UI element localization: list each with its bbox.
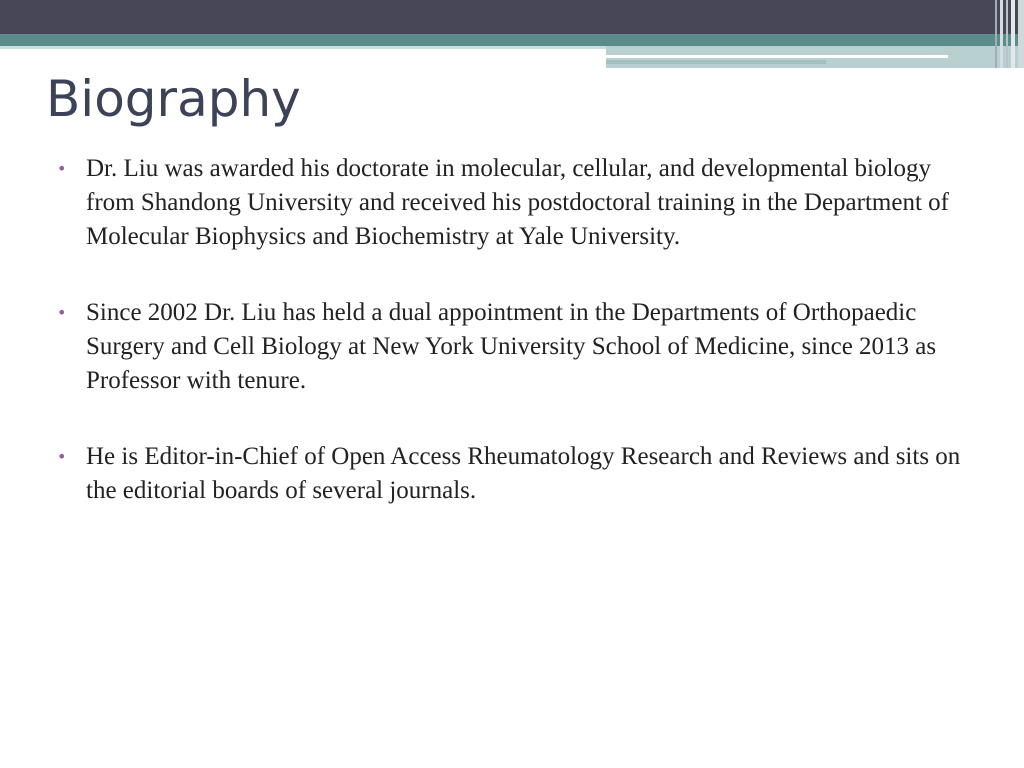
vertical-stripe: [1011, 0, 1015, 68]
bullet-text: Dr. Liu was awarded his doctorate in molecular, cellular, and developmental biology from Shandong University and received his postdoctoral training in the Department of Molecular Biophysics and Biochemistry at Yale University.: [86, 155, 949, 250]
header-band-teal: [0, 34, 1024, 46]
header-accent-stripe-teal: [606, 60, 826, 64]
vertical-stripe: [1018, 0, 1024, 68]
vertical-stripe: [1006, 0, 1008, 68]
bullet-text: Since 2002 Dr. Liu has held a dual appointment in the Departments of Orthopaedic Surgery and Cell Biology at New York University School of Medicine, since 2013 as Professor with tenure.: [86, 299, 937, 394]
slide-title: Biography: [46, 70, 301, 128]
header-vertical-stripes: [994, 0, 1024, 68]
vertical-stripe: [995, 0, 997, 68]
header-band-light: [0, 46, 606, 49]
bullet-text: He is Editor-in-Chief of Open Access Rheumatology Research and Reviews and sits on the editorial boards of several journals.: [86, 443, 961, 504]
bullet-icon: •: [57, 303, 67, 322]
header-accent-stripe: [606, 55, 948, 58]
bullet-item: [56, 440, 966, 508]
bullet-item: [56, 152, 966, 254]
vertical-stripe: [1000, 0, 1003, 68]
bullet-list: [56, 152, 966, 550]
bullet-item: [56, 296, 966, 398]
bullet-icon: •: [57, 159, 67, 178]
header-band-dark: [0, 0, 1024, 34]
bullet-icon: •: [57, 447, 67, 466]
